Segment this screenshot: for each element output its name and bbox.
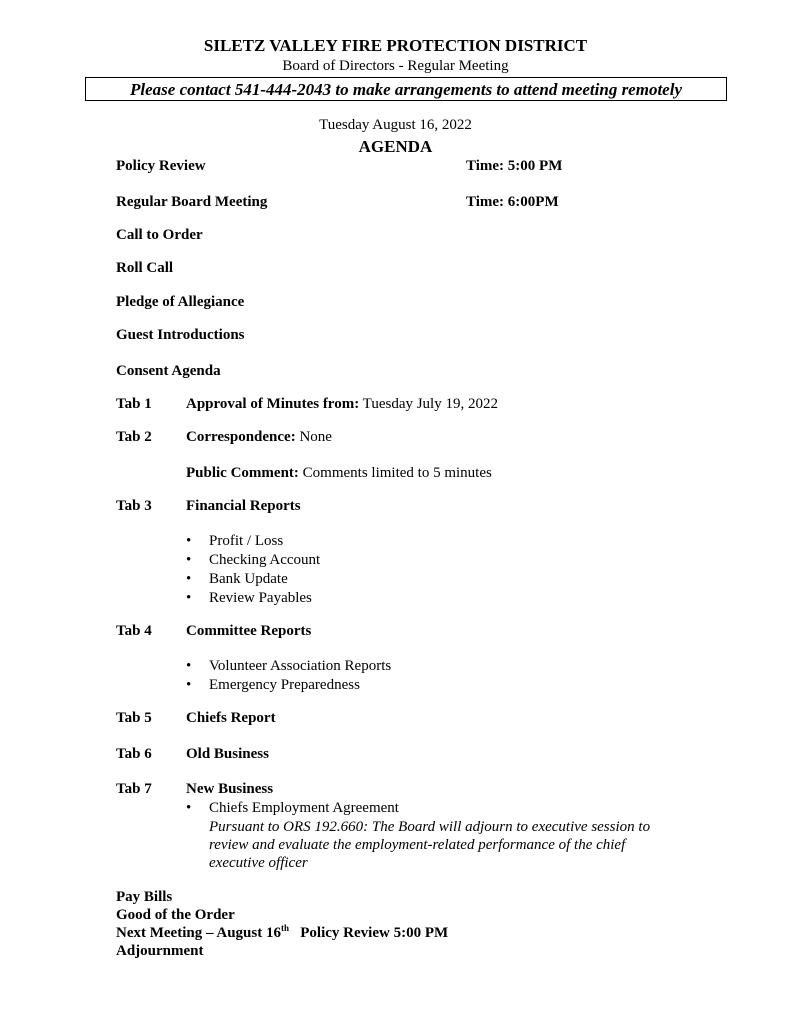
tab4-heading: Committee Reports bbox=[186, 623, 312, 639]
tab5-label: Tab 5 bbox=[116, 710, 152, 726]
tab1-label: Tab 1 bbox=[116, 396, 152, 412]
next-meeting bbox=[116, 925, 448, 942]
tab1-detail: Tuesday July 19, 2022 bbox=[359, 396, 498, 412]
public-comment-heading: Public Comment: bbox=[186, 465, 299, 481]
list-item: Review Payables bbox=[209, 590, 312, 606]
public-comment bbox=[186, 465, 492, 482]
tab3-label: Tab 3 bbox=[116, 498, 152, 514]
tab5-heading: Chiefs Report bbox=[186, 710, 276, 726]
tab2-detail: None bbox=[295, 429, 332, 445]
tab3-heading: Financial Reports bbox=[186, 498, 301, 514]
meeting-date: Tuesday August 16, 2022 bbox=[319, 117, 472, 133]
district-title: SILETZ VALLEY FIRE PROTECTION DISTRICT bbox=[203, 36, 588, 55]
pledge-of-allegiance: Pledge of Allegiance bbox=[116, 294, 245, 310]
list-item: Chiefs Employment Agreement bbox=[209, 800, 399, 816]
tab1-heading: Approval of Minutes from: bbox=[186, 396, 360, 412]
list-item: Profit / Loss bbox=[209, 533, 284, 549]
bullet-glyph: • bbox=[186, 590, 192, 606]
remote-notice: Please contact 541-444-2043 to make arrangements to attend meeting remotely bbox=[130, 80, 682, 99]
list-item: Bank Update bbox=[209, 571, 288, 587]
executive-session-note-line: review and evaluate the employment-related performance of the chief bbox=[209, 837, 626, 853]
tab6-label: Tab 6 bbox=[116, 746, 152, 762]
executive-session-note-line: Pursuant to ORS 192.660: The Board will adjourn to executive session to bbox=[209, 819, 651, 835]
bullet-glyph: • bbox=[186, 533, 192, 549]
tab6-heading: Old Business bbox=[186, 746, 269, 762]
adjournment: Adjournment bbox=[116, 943, 204, 959]
good-of-the-order: Good of the Order bbox=[116, 907, 235, 923]
agenda-heading: AGENDA bbox=[358, 137, 433, 156]
bullet-glyph: • bbox=[186, 800, 192, 816]
policy-review-time: Time: 5:00 PM bbox=[466, 158, 563, 174]
guest-introductions: Guest Introductions bbox=[116, 327, 245, 343]
list-item: Checking Account bbox=[209, 552, 321, 568]
pay-bills: Pay Bills bbox=[116, 889, 173, 905]
next-meeting-suffix: Policy Review 5:00 PM bbox=[289, 925, 449, 941]
next-meeting-ordinal: th bbox=[281, 923, 290, 933]
list-item: Emergency Preparedness bbox=[209, 677, 360, 693]
bullet-glyph: • bbox=[186, 552, 192, 568]
bullet-glyph: • bbox=[186, 571, 192, 587]
public-comment-detail: Comments limited to 5 minutes bbox=[298, 465, 492, 481]
regular-meeting-time: Time: 6:00PM bbox=[466, 194, 559, 210]
tab2-heading: Correspondence: bbox=[186, 429, 296, 445]
bullet-glyph: • bbox=[186, 658, 192, 674]
list-item: Volunteer Association Reports bbox=[209, 658, 392, 674]
tab7-heading: New Business bbox=[186, 781, 274, 797]
tab2-label: Tab 2 bbox=[116, 429, 152, 445]
tab4-label: Tab 4 bbox=[116, 623, 152, 639]
next-meeting-prefix: Next Meeting – August 16 bbox=[116, 925, 281, 941]
tab1-item bbox=[186, 396, 498, 413]
call-to-order: Call to Order bbox=[116, 227, 203, 243]
tab7-label: Tab 7 bbox=[116, 781, 152, 797]
regular-meeting-label: Regular Board Meeting bbox=[116, 194, 268, 210]
bullet-glyph: • bbox=[186, 677, 192, 693]
meeting-subtitle: Board of Directors - Regular Meeting bbox=[282, 58, 509, 74]
policy-review-label: Policy Review bbox=[116, 158, 206, 174]
roll-call: Roll Call bbox=[116, 260, 174, 276]
executive-session-note-line: executive officer bbox=[209, 855, 308, 871]
consent-agenda: Consent Agenda bbox=[116, 363, 221, 379]
tab2-item bbox=[186, 429, 332, 446]
